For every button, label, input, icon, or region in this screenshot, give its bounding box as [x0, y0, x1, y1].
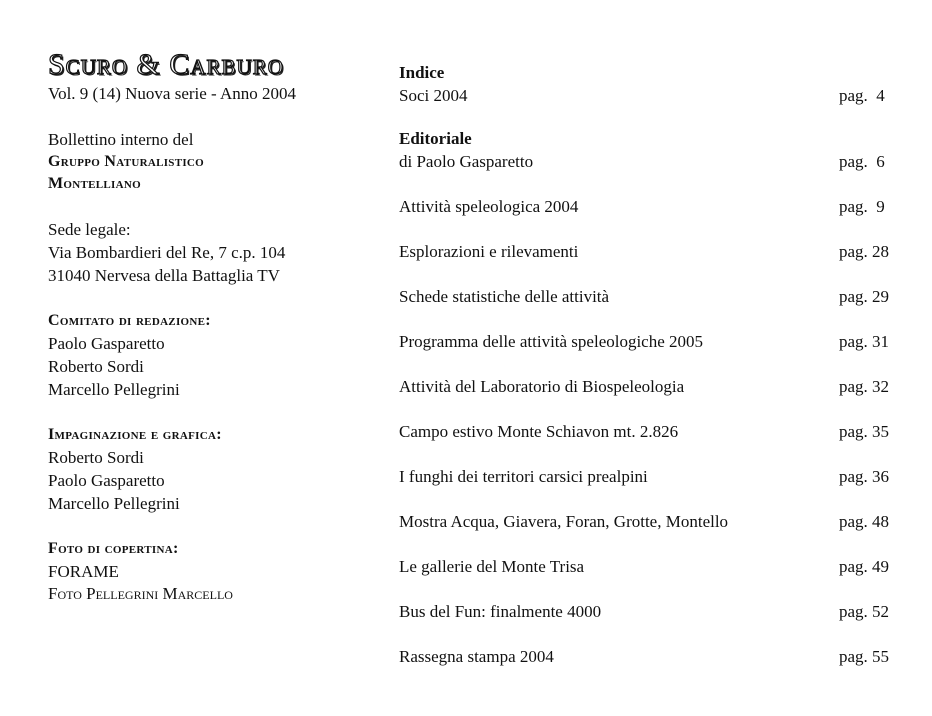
publication-title: Scuro & Carburo [48, 48, 284, 81]
layout-member: Roberto Sordi [48, 448, 144, 467]
toc-entry-title: Soci 2004 [399, 86, 468, 105]
seat-address-line1: Via Bombardieri del Re, 7 c.p. 104 [48, 243, 286, 262]
toc-entry-title: Mostra Acqua, Giavera, Foran, Grotte, Montello [399, 512, 729, 531]
toc-entry-page: pag. 4 [839, 86, 885, 105]
group-name-line1: Gruppo Naturalistico [48, 153, 205, 170]
toc-entry [399, 555, 899, 578]
toc-entry-title: Bus del Fun: finalmente 4000 [399, 602, 602, 621]
toc-entry-title: Attività speleologica 2004 [399, 197, 579, 216]
toc-entry [399, 285, 899, 308]
toc-entry-page: pag. 31 [839, 332, 890, 351]
toc-entry [399, 240, 899, 263]
layout-label: Impaginazione e grafica: [48, 426, 222, 443]
seat-label: Sede legale: [48, 220, 131, 239]
toc-entry-page: pag. 36 [839, 467, 890, 486]
toc-entry [399, 375, 899, 398]
masthead-column [48, 48, 368, 605]
bulletin-intro: Bollettino interno del [48, 130, 194, 149]
group-name-line2: Montelliano [48, 175, 141, 192]
toc-entry-page: pag. 32 [839, 377, 890, 396]
toc-entry-title: Schede statistiche delle attività [399, 287, 610, 306]
toc-entry-title: I funghi dei territori carsici prealpini [399, 467, 648, 486]
toc-entry-page: pag. 29 [839, 287, 890, 306]
committee-label: Comitato di redazione: [48, 312, 211, 329]
toc-entry [399, 420, 899, 443]
toc-entry [399, 645, 899, 668]
toc-entry-title: Programma delle attività speleologiche 2005 [399, 332, 704, 351]
toc-entry-page: pag. 49 [839, 557, 890, 576]
toc-entry-page: pag. 28 [839, 242, 890, 261]
toc-items-list [399, 173, 899, 668]
toc-entry [399, 600, 899, 623]
volume-line: Vol. 9 (14) Nuova serie - Anno 2004 [48, 84, 297, 103]
cover-credit: Foto Pellegrini Marcello [48, 584, 233, 603]
toc-entry-page: pag. 55 [839, 647, 890, 666]
cover-label: Foto di copertina: [48, 540, 179, 557]
toc-entry [399, 330, 899, 353]
committee-member: Marcello Pellegrini [48, 380, 180, 399]
toc-entry-page: pag. 9 [839, 197, 885, 216]
toc-entry [399, 465, 899, 488]
committee-member: Paolo Gasparetto [48, 334, 165, 353]
layout-member: Marcello Pellegrini [48, 494, 180, 513]
index-heading: Indice [399, 63, 445, 82]
toc-entry-title: Esplorazioni e rilevamenti [399, 242, 579, 261]
toc-entry-title: Rassegna stampa 2004 [399, 647, 554, 666]
toc-entry-page: pag. 52 [839, 602, 890, 621]
editorial-heading: Editoriale [399, 129, 472, 148]
seat-address-line2: 31040 Nervesa della Battaglia TV [48, 266, 280, 285]
committee-member: Roberto Sordi [48, 357, 144, 376]
toc-entry [399, 510, 899, 533]
cover-title: FORAME [48, 562, 119, 581]
toc-entry-title: di Paolo Gasparetto [399, 152, 534, 171]
toc-entry-page: pag. 6 [839, 152, 885, 171]
toc-entry [399, 150, 899, 173]
toc-entry-page: pag. 48 [839, 512, 890, 531]
table-of-contents [399, 62, 899, 668]
layout-member: Paolo Gasparetto [48, 471, 165, 490]
toc-entry-title: Attività del Laboratorio di Biospeleologia [399, 377, 685, 396]
toc-entry-title: Le gallerie del Monte Trisa [399, 557, 585, 576]
toc-entry-title: Campo estivo Monte Schiavon mt. 2.826 [399, 422, 679, 441]
toc-entry-page: pag. 35 [839, 422, 890, 441]
toc-entry [399, 195, 899, 218]
toc-entry [399, 84, 899, 107]
